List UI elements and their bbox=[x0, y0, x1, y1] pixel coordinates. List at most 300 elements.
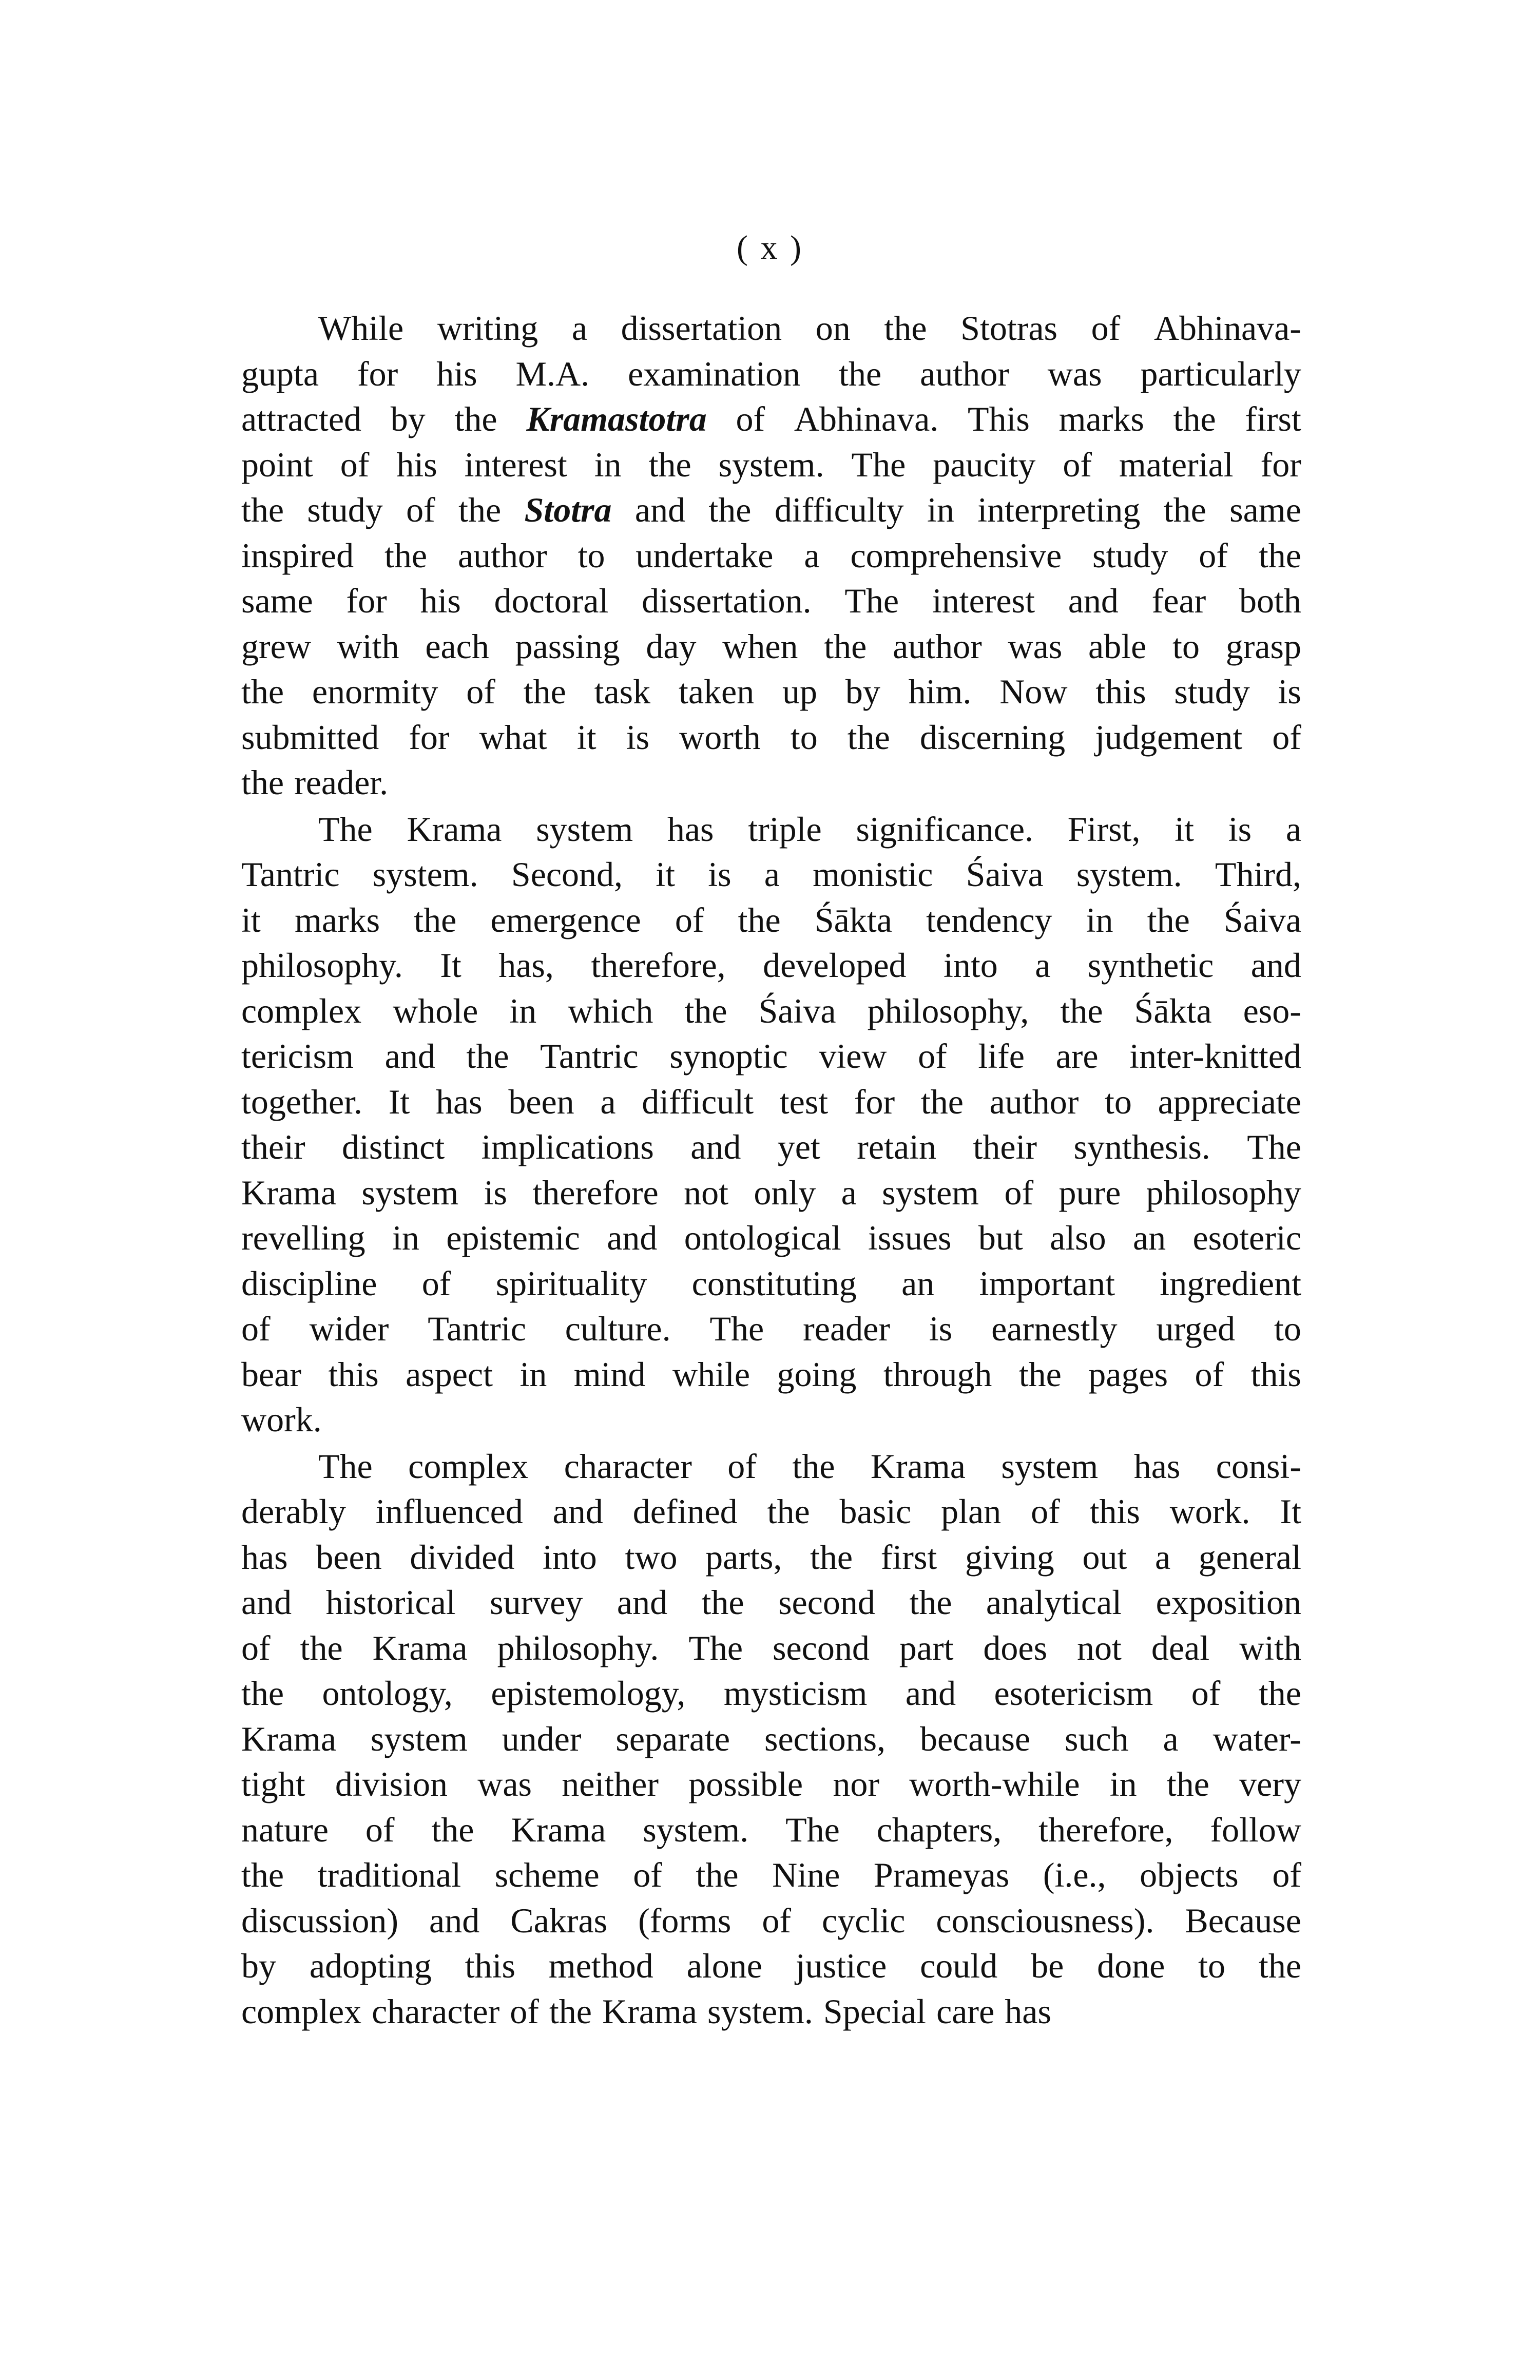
word: each bbox=[425, 626, 489, 666]
word: therefore, bbox=[591, 946, 726, 985]
text-line bbox=[241, 1444, 1301, 1489]
word: scheme bbox=[494, 1855, 600, 1894]
word: of bbox=[633, 1855, 662, 1894]
word: the bbox=[466, 1037, 509, 1076]
word: the bbox=[300, 1628, 343, 1667]
word: mind bbox=[573, 1354, 646, 1394]
word: very bbox=[1239, 1764, 1301, 1803]
word: the bbox=[909, 1583, 952, 1622]
word: Abhinava. bbox=[794, 399, 939, 438]
word: system bbox=[1001, 1446, 1099, 1486]
word: author bbox=[989, 1082, 1079, 1121]
word: could bbox=[920, 1946, 998, 1985]
word: has bbox=[435, 1082, 483, 1121]
word: (i.e., bbox=[1043, 1855, 1106, 1894]
word: While bbox=[318, 309, 404, 348]
paragraph-gap bbox=[241, 2034, 1301, 2035]
word: distinct bbox=[342, 1127, 445, 1166]
word: and bbox=[1250, 946, 1301, 985]
word: the bbox=[767, 1492, 810, 1531]
word: complex bbox=[408, 1446, 529, 1486]
word: because bbox=[919, 1719, 1031, 1758]
word: eso- bbox=[1243, 991, 1301, 1030]
word: Śākta bbox=[814, 900, 892, 939]
text-line bbox=[241, 715, 1301, 760]
text-line bbox=[241, 305, 1301, 351]
word: The bbox=[709, 1309, 764, 1348]
word: wider bbox=[309, 1309, 389, 1348]
word: objects bbox=[1140, 1855, 1239, 1894]
word: significance. bbox=[856, 809, 1033, 849]
text-line bbox=[241, 1989, 1301, 2034]
text-line bbox=[241, 943, 1301, 988]
word: Stotras bbox=[960, 309, 1058, 348]
word: character bbox=[564, 1446, 692, 1486]
text-line bbox=[241, 1625, 1301, 1671]
word: particularly bbox=[1140, 354, 1301, 393]
word: ingredient bbox=[1160, 1263, 1301, 1303]
word: the bbox=[696, 1855, 739, 1894]
word: grew bbox=[241, 626, 311, 666]
word: this bbox=[465, 1946, 515, 1985]
word: This bbox=[968, 399, 1030, 438]
word: it bbox=[576, 717, 596, 757]
word: emergence bbox=[490, 900, 641, 939]
word: with bbox=[1239, 1628, 1301, 1667]
word: discerning bbox=[919, 717, 1066, 757]
word: for bbox=[346, 581, 387, 620]
word: method bbox=[548, 1946, 653, 1985]
word: is bbox=[626, 717, 650, 757]
word: the bbox=[549, 1991, 592, 2031]
word: exposition bbox=[1156, 1583, 1301, 1622]
word: is bbox=[1278, 672, 1301, 711]
word: constituting bbox=[691, 1263, 857, 1303]
text-line bbox=[241, 1397, 1301, 1443]
word: through bbox=[883, 1354, 992, 1394]
word: the bbox=[241, 763, 284, 802]
word: It bbox=[388, 1082, 410, 1121]
word: the bbox=[431, 1810, 474, 1849]
word: system bbox=[882, 1173, 979, 1212]
word: author bbox=[893, 626, 982, 666]
word: both bbox=[1239, 581, 1301, 620]
word: in bbox=[1109, 1764, 1137, 1803]
word: historical bbox=[325, 1583, 456, 1622]
word: of bbox=[406, 490, 435, 529]
word: their bbox=[241, 1127, 305, 1166]
word: not bbox=[684, 1173, 728, 1212]
word: when bbox=[722, 626, 798, 666]
word: pages bbox=[1088, 1354, 1168, 1394]
word: the bbox=[648, 445, 691, 484]
word: Krama bbox=[511, 1810, 606, 1849]
text-line bbox=[241, 624, 1301, 669]
word: retain bbox=[857, 1127, 937, 1166]
word: of bbox=[421, 1263, 451, 1303]
word: system. bbox=[718, 445, 824, 484]
word: mysticism bbox=[723, 1674, 868, 1713]
word: this bbox=[1250, 1354, 1301, 1394]
word: epistemology, bbox=[491, 1674, 686, 1713]
word: sections, bbox=[764, 1719, 886, 1758]
word: analytical bbox=[986, 1583, 1122, 1622]
word: the bbox=[701, 1583, 744, 1622]
paragraph bbox=[241, 305, 1301, 805]
word: study bbox=[1174, 672, 1250, 711]
word: the bbox=[1258, 535, 1301, 575]
word: the bbox=[523, 672, 566, 711]
word: does bbox=[983, 1628, 1048, 1667]
word: system bbox=[370, 1719, 468, 1758]
word: consciousness). bbox=[936, 1901, 1154, 1940]
word: Tantric bbox=[428, 1309, 526, 1348]
word: and bbox=[1068, 581, 1119, 620]
word: to bbox=[1274, 1309, 1301, 1348]
word: of bbox=[1031, 1492, 1060, 1531]
text-line bbox=[241, 1580, 1301, 1625]
word: are bbox=[1055, 1037, 1099, 1076]
word: of bbox=[466, 672, 495, 711]
word: only bbox=[754, 1173, 816, 1212]
word: character bbox=[372, 1991, 500, 2031]
word: ontological bbox=[684, 1218, 841, 1257]
word: to bbox=[1172, 626, 1200, 666]
text-line bbox=[241, 669, 1301, 715]
text-line bbox=[241, 442, 1301, 488]
word: tight bbox=[241, 1764, 305, 1803]
word: a bbox=[1035, 946, 1051, 985]
word: the bbox=[1060, 991, 1103, 1030]
paragraph bbox=[241, 1444, 1301, 2034]
text-line bbox=[241, 1716, 1301, 1762]
word: system. bbox=[707, 1991, 813, 2031]
word: the bbox=[839, 354, 882, 393]
word: this bbox=[1089, 1492, 1140, 1531]
word: the bbox=[1258, 1674, 1301, 1713]
text-line bbox=[241, 1852, 1301, 1898]
word: Abhinava- bbox=[1153, 309, 1301, 348]
word: judgement bbox=[1095, 717, 1243, 757]
word: complex bbox=[241, 1991, 362, 2031]
word: of bbox=[736, 399, 765, 438]
word: of bbox=[241, 1309, 271, 1348]
word: for bbox=[409, 717, 450, 757]
word: the bbox=[884, 309, 927, 348]
word: divided bbox=[410, 1537, 515, 1577]
word: system. bbox=[643, 1810, 749, 1849]
text-line bbox=[241, 897, 1301, 943]
word: the bbox=[1018, 1354, 1062, 1394]
word: has bbox=[1005, 1991, 1051, 2031]
word: of bbox=[762, 1901, 792, 1940]
word: of bbox=[1004, 1173, 1034, 1212]
word: in bbox=[594, 445, 622, 484]
word: it bbox=[656, 855, 676, 894]
word: for bbox=[357, 354, 398, 393]
word: neither bbox=[562, 1764, 659, 1803]
word: defined bbox=[632, 1492, 738, 1531]
word: attracted bbox=[241, 399, 362, 438]
text-line bbox=[241, 1306, 1301, 1352]
text-line bbox=[241, 1215, 1301, 1261]
word: Nine bbox=[772, 1855, 840, 1894]
word: able bbox=[1088, 626, 1147, 666]
word: what bbox=[479, 717, 547, 757]
word: interpreting bbox=[977, 490, 1141, 529]
word: Stotra bbox=[524, 490, 612, 529]
word: first bbox=[1245, 399, 1301, 438]
word: this bbox=[1095, 672, 1146, 711]
word: inter-knitted bbox=[1129, 1037, 1301, 1076]
word: (forms bbox=[638, 1901, 732, 1940]
word: and bbox=[241, 1583, 292, 1622]
word: been bbox=[316, 1537, 382, 1577]
word: to bbox=[1105, 1082, 1132, 1121]
word: in bbox=[927, 490, 954, 529]
word: chapters, bbox=[876, 1810, 1002, 1849]
word: and bbox=[905, 1674, 956, 1713]
word: epistemic bbox=[446, 1218, 580, 1257]
word: for bbox=[1260, 445, 1301, 484]
text-line bbox=[241, 1124, 1301, 1170]
word: system. bbox=[372, 855, 478, 894]
word: two bbox=[625, 1537, 678, 1577]
word: his bbox=[420, 581, 461, 620]
word: Krama bbox=[372, 1628, 468, 1667]
word: paucity bbox=[933, 445, 1036, 484]
word: and bbox=[690, 1127, 741, 1166]
word: writing bbox=[437, 309, 538, 348]
word: done bbox=[1097, 1946, 1165, 1985]
word: synthetic bbox=[1087, 946, 1214, 985]
word: gupta bbox=[241, 354, 319, 393]
word: study bbox=[1092, 535, 1168, 575]
word: the bbox=[792, 1446, 835, 1486]
word: to bbox=[578, 535, 605, 575]
word: synthesis. bbox=[1073, 1127, 1210, 1166]
text-line bbox=[241, 1033, 1301, 1079]
word: passing bbox=[515, 626, 620, 666]
text-line bbox=[241, 1489, 1301, 1534]
word: of bbox=[241, 1628, 271, 1667]
text-line bbox=[241, 1943, 1301, 1989]
word: It bbox=[440, 946, 461, 985]
word: marks bbox=[1058, 399, 1144, 438]
word: by bbox=[390, 399, 426, 438]
word: system bbox=[536, 809, 633, 849]
word: work. bbox=[1169, 1492, 1250, 1531]
text-line bbox=[241, 1534, 1301, 1580]
word: has, bbox=[498, 946, 554, 985]
word: worth-while bbox=[909, 1764, 1080, 1803]
word: of bbox=[918, 1037, 947, 1076]
word: a bbox=[1285, 809, 1301, 849]
text-line bbox=[241, 1761, 1301, 1807]
word: test bbox=[779, 1082, 829, 1121]
word: First, bbox=[1067, 809, 1141, 849]
word: the bbox=[738, 900, 781, 939]
word: and bbox=[552, 1492, 603, 1531]
word: Prameyas bbox=[873, 1855, 1010, 1894]
word: triple bbox=[748, 809, 822, 849]
word: Śaiva bbox=[966, 855, 1044, 894]
word: same bbox=[241, 581, 313, 620]
word: The bbox=[785, 1810, 840, 1849]
word: has bbox=[667, 809, 714, 849]
word: day bbox=[646, 626, 697, 666]
word: giving bbox=[965, 1537, 1054, 1577]
word: author bbox=[920, 354, 1009, 393]
word: and bbox=[617, 1583, 668, 1622]
word: reader bbox=[803, 1309, 890, 1348]
word: culture. bbox=[565, 1309, 671, 1348]
word: in bbox=[1086, 900, 1113, 939]
word: care bbox=[936, 1991, 995, 2031]
word: material bbox=[1119, 445, 1234, 484]
word: taken bbox=[678, 672, 755, 711]
word: survey bbox=[490, 1583, 583, 1622]
word: The bbox=[318, 809, 373, 849]
word: justice bbox=[795, 1946, 887, 1985]
word: Because bbox=[1185, 1901, 1301, 1940]
word: life bbox=[978, 1037, 1025, 1076]
word: synoptic bbox=[669, 1037, 788, 1076]
word: ontology, bbox=[322, 1674, 453, 1713]
word: therefore, bbox=[1038, 1810, 1173, 1849]
word: division bbox=[335, 1764, 448, 1803]
word: the bbox=[1147, 900, 1190, 939]
text-line bbox=[241, 988, 1301, 1034]
text-line bbox=[241, 1170, 1301, 1216]
word: it bbox=[1175, 809, 1194, 849]
word: nor bbox=[833, 1764, 879, 1803]
word: the bbox=[810, 1537, 853, 1577]
word: dissertation bbox=[621, 309, 782, 348]
word: grasp bbox=[1225, 626, 1301, 666]
word: earnestly bbox=[991, 1309, 1118, 1348]
word: such bbox=[1065, 1719, 1129, 1758]
word: Krama bbox=[602, 1991, 697, 2031]
word: possible bbox=[688, 1764, 803, 1803]
word: separate bbox=[615, 1719, 730, 1758]
word: alone bbox=[686, 1946, 762, 1985]
word: the bbox=[684, 991, 727, 1030]
word: pure bbox=[1058, 1173, 1121, 1212]
word: a bbox=[571, 309, 588, 348]
word: The bbox=[851, 445, 906, 484]
word: the bbox=[824, 626, 867, 666]
word: view bbox=[819, 1037, 887, 1076]
word: a bbox=[841, 1173, 857, 1212]
word: a bbox=[764, 855, 780, 894]
word: the bbox=[1173, 399, 1216, 438]
word: going bbox=[777, 1354, 857, 1394]
word: the bbox=[1258, 1946, 1301, 1985]
word: inspired bbox=[241, 535, 354, 575]
word: second bbox=[773, 1628, 870, 1667]
paragraph bbox=[241, 807, 1301, 1443]
word: system. bbox=[1076, 855, 1182, 894]
word: Third, bbox=[1215, 855, 1301, 894]
word: discipline bbox=[241, 1263, 377, 1303]
word: for bbox=[854, 1082, 895, 1121]
word: point bbox=[241, 445, 313, 484]
word: Special bbox=[823, 1991, 927, 2031]
word: the bbox=[708, 490, 752, 529]
word: a bbox=[1155, 1537, 1171, 1577]
word: nature bbox=[241, 1810, 329, 1849]
word: and bbox=[429, 1901, 480, 1940]
word: and bbox=[634, 490, 686, 529]
word: undertake bbox=[636, 535, 774, 575]
word: together. bbox=[241, 1082, 363, 1121]
word: philosophy, bbox=[867, 991, 1029, 1030]
word: M.A. bbox=[515, 354, 590, 393]
word: The bbox=[844, 581, 899, 620]
word: appreciate bbox=[1158, 1082, 1301, 1121]
word: of bbox=[1091, 309, 1121, 348]
word: has bbox=[241, 1537, 288, 1577]
word: marks bbox=[294, 900, 380, 939]
word: a bbox=[804, 535, 820, 575]
word: Tantric bbox=[241, 855, 340, 894]
word: into bbox=[943, 946, 998, 985]
text-line bbox=[241, 760, 1301, 805]
word: adopting bbox=[309, 1946, 432, 1985]
page-number: ( x ) bbox=[737, 229, 803, 266]
word: fear bbox=[1151, 581, 1206, 620]
word: philosophy. bbox=[497, 1628, 659, 1667]
word: comprehensive bbox=[850, 535, 1062, 575]
text-line bbox=[241, 1261, 1301, 1307]
word: on bbox=[815, 309, 851, 348]
word: influenced bbox=[375, 1492, 523, 1531]
word: has bbox=[1133, 1446, 1181, 1486]
word: his bbox=[436, 354, 477, 393]
word: philosophy. bbox=[241, 946, 403, 985]
word: plan bbox=[941, 1492, 1002, 1531]
word: the bbox=[241, 490, 284, 529]
text-line bbox=[241, 396, 1301, 442]
word: second bbox=[778, 1583, 875, 1622]
word: the bbox=[241, 672, 284, 711]
word: Śaiva bbox=[758, 991, 836, 1030]
word: The bbox=[688, 1628, 743, 1667]
text-line bbox=[241, 1807, 1301, 1853]
word: therefore bbox=[532, 1173, 659, 1212]
word: traditional bbox=[317, 1855, 461, 1894]
word: a bbox=[1163, 1719, 1179, 1758]
word: esotericism bbox=[994, 1674, 1153, 1713]
word: not bbox=[1077, 1628, 1122, 1667]
word: Krama bbox=[407, 809, 502, 849]
word: was bbox=[1047, 354, 1102, 393]
text-line bbox=[241, 1352, 1301, 1397]
word: tericism bbox=[241, 1037, 354, 1076]
word: the bbox=[241, 1855, 284, 1894]
word: It bbox=[1280, 1492, 1301, 1531]
body-text bbox=[241, 305, 1301, 2035]
word: yet bbox=[777, 1127, 820, 1166]
word: the bbox=[414, 900, 457, 939]
word: Śākta bbox=[1134, 991, 1212, 1030]
word: Śaiva bbox=[1223, 900, 1301, 939]
word: the bbox=[384, 535, 428, 575]
word: with bbox=[337, 626, 399, 666]
word: complex bbox=[241, 991, 362, 1030]
word: under bbox=[502, 1719, 582, 1758]
